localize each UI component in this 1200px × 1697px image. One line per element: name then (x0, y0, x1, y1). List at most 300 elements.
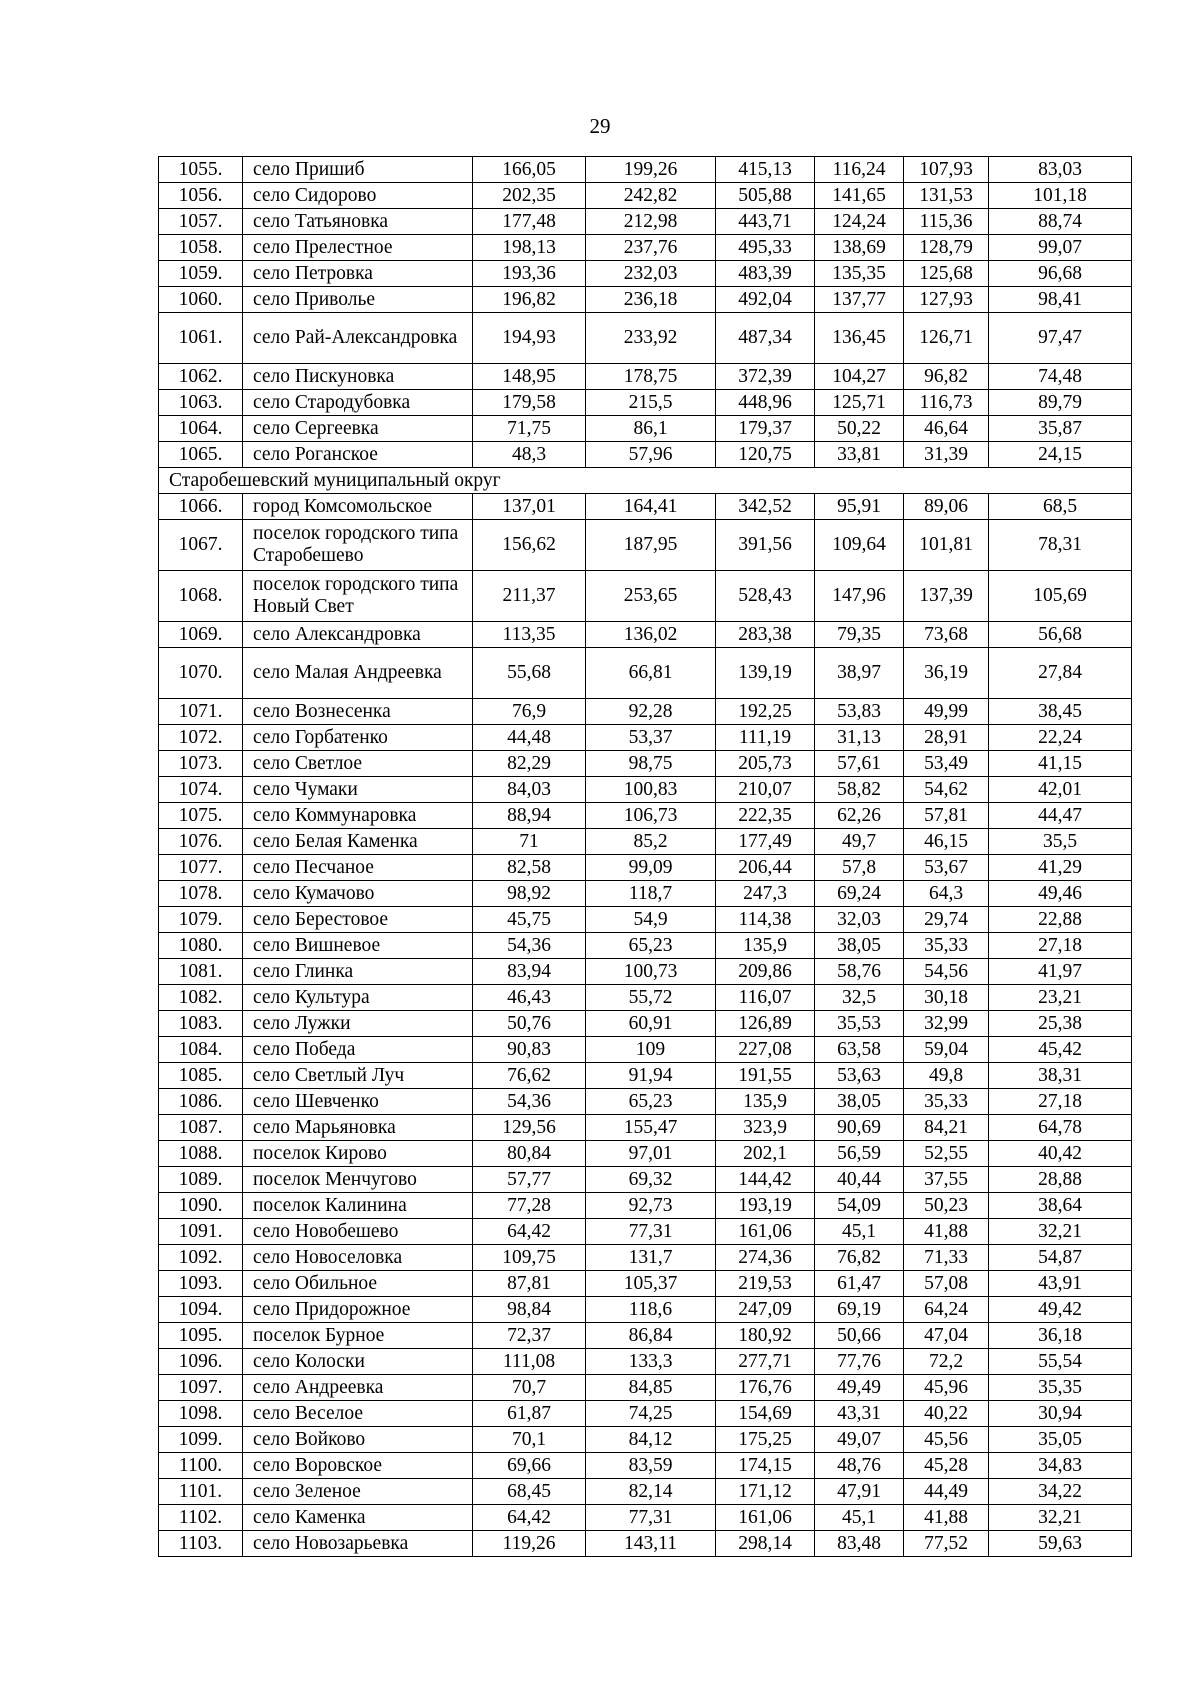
value-cell: 209,86 (716, 959, 815, 985)
value-cell: 227,08 (716, 1037, 815, 1063)
settlement-name: поселок городского типа Новый Свет (243, 571, 473, 622)
value-cell: 82,29 (473, 751, 586, 777)
settlement-name: село Вишневое (243, 933, 473, 959)
row-number: 1101. (159, 1479, 243, 1505)
value-cell: 45,56 (904, 1427, 989, 1453)
row-number: 1096. (159, 1349, 243, 1375)
row-number: 1065. (159, 442, 243, 468)
value-cell: 32,21 (989, 1219, 1132, 1245)
value-cell: 35,35 (989, 1375, 1132, 1401)
row-number: 1098. (159, 1401, 243, 1427)
settlement-name: село Войково (243, 1427, 473, 1453)
value-cell: 58,82 (815, 777, 904, 803)
value-cell: 176,76 (716, 1375, 815, 1401)
value-cell: 211,37 (473, 571, 586, 622)
value-cell: 54,09 (815, 1193, 904, 1219)
value-cell: 83,03 (989, 157, 1132, 183)
value-cell: 492,04 (716, 287, 815, 313)
value-cell: 131,7 (586, 1245, 716, 1271)
value-cell: 242,82 (586, 183, 716, 209)
value-cell: 69,66 (473, 1453, 586, 1479)
settlement-name: село Новозарьевка (243, 1531, 473, 1557)
value-cell: 77,28 (473, 1193, 586, 1219)
value-cell: 45,28 (904, 1453, 989, 1479)
row-number: 1082. (159, 985, 243, 1011)
value-cell: 137,77 (815, 287, 904, 313)
settlement-name: село Победа (243, 1037, 473, 1063)
value-cell: 92,73 (586, 1193, 716, 1219)
value-cell: 78,31 (989, 520, 1132, 571)
value-cell: 98,84 (473, 1297, 586, 1323)
settlement-name: село Марьяновка (243, 1115, 473, 1141)
table-row (159, 777, 1132, 803)
value-cell: 144,42 (716, 1167, 815, 1193)
value-cell: 41,15 (989, 751, 1132, 777)
row-number: 1086. (159, 1089, 243, 1115)
value-cell: 101,81 (904, 520, 989, 571)
value-cell: 177,48 (473, 209, 586, 235)
settlement-name: село Новоселовка (243, 1245, 473, 1271)
value-cell: 63,58 (815, 1037, 904, 1063)
row-number: 1095. (159, 1323, 243, 1349)
value-cell: 247,3 (716, 881, 815, 907)
value-cell: 38,97 (815, 648, 904, 699)
settlement-name: село Новобешево (243, 1219, 473, 1245)
settlement-name: село Сергеевка (243, 416, 473, 442)
value-cell: 84,03 (473, 777, 586, 803)
value-cell: 109,75 (473, 1245, 586, 1271)
value-cell: 100,83 (586, 777, 716, 803)
value-cell: 127,93 (904, 287, 989, 313)
value-cell: 202,35 (473, 183, 586, 209)
value-cell: 109,64 (815, 520, 904, 571)
value-cell: 56,59 (815, 1141, 904, 1167)
value-cell: 33,81 (815, 442, 904, 468)
value-cell: 34,83 (989, 1453, 1132, 1479)
value-cell: 70,7 (473, 1375, 586, 1401)
value-cell: 32,5 (815, 985, 904, 1011)
value-cell: 28,88 (989, 1167, 1132, 1193)
row-number: 1100. (159, 1453, 243, 1479)
settlement-name: село Песчаное (243, 855, 473, 881)
value-cell: 46,43 (473, 985, 586, 1011)
value-cell: 206,44 (716, 855, 815, 881)
row-number: 1089. (159, 1167, 243, 1193)
row-number: 1055. (159, 157, 243, 183)
settlement-name: село Веселое (243, 1401, 473, 1427)
value-cell: 528,43 (716, 571, 815, 622)
value-cell: 171,12 (716, 1479, 815, 1505)
value-cell: 138,69 (815, 235, 904, 261)
value-cell: 62,26 (815, 803, 904, 829)
value-cell: 71 (473, 829, 586, 855)
value-cell: 57,96 (586, 442, 716, 468)
row-number: 1094. (159, 1297, 243, 1323)
value-cell: 253,65 (586, 571, 716, 622)
value-cell: 113,35 (473, 622, 586, 648)
row-number: 1074. (159, 777, 243, 803)
value-cell: 35,33 (904, 933, 989, 959)
value-cell: 298,14 (716, 1531, 815, 1557)
value-cell: 131,53 (904, 183, 989, 209)
value-cell: 38,05 (815, 1089, 904, 1115)
table-row (159, 1531, 1132, 1557)
value-cell: 32,99 (904, 1011, 989, 1037)
value-cell: 129,56 (473, 1115, 586, 1141)
value-cell: 106,73 (586, 803, 716, 829)
value-cell: 47,04 (904, 1323, 989, 1349)
value-cell: 27,18 (989, 933, 1132, 959)
value-cell: 136,45 (815, 313, 904, 364)
value-cell: 177,49 (716, 829, 815, 855)
table-row (159, 907, 1132, 933)
value-cell: 85,2 (586, 829, 716, 855)
value-cell: 100,73 (586, 959, 716, 985)
table-row (159, 1479, 1132, 1505)
value-cell: 126,89 (716, 1011, 815, 1037)
row-number: 1070. (159, 648, 243, 699)
value-cell: 95,91 (815, 494, 904, 520)
value-cell: 237,76 (586, 235, 716, 261)
value-cell: 25,38 (989, 1011, 1132, 1037)
value-cell: 133,3 (586, 1349, 716, 1375)
value-cell: 65,23 (586, 1089, 716, 1115)
settlement-name: село Прелестное (243, 235, 473, 261)
value-cell: 215,5 (586, 390, 716, 416)
value-cell: 49,8 (904, 1063, 989, 1089)
section-row (159, 468, 1132, 494)
value-cell: 74,25 (586, 1401, 716, 1427)
value-cell: 61,87 (473, 1401, 586, 1427)
value-cell: 72,37 (473, 1323, 586, 1349)
value-cell: 125,71 (815, 390, 904, 416)
settlement-name: село Горбатенко (243, 725, 473, 751)
value-cell: 24,15 (989, 442, 1132, 468)
row-number: 1091. (159, 1219, 243, 1245)
row-number: 1088. (159, 1141, 243, 1167)
value-cell: 45,75 (473, 907, 586, 933)
value-cell: 59,04 (904, 1037, 989, 1063)
value-cell: 36,19 (904, 648, 989, 699)
value-cell: 45,1 (815, 1505, 904, 1531)
row-number: 1097. (159, 1375, 243, 1401)
table-row (159, 1349, 1132, 1375)
value-cell: 29,74 (904, 907, 989, 933)
value-cell: 74,48 (989, 364, 1132, 390)
row-number: 1102. (159, 1505, 243, 1531)
value-cell: 55,72 (586, 985, 716, 1011)
settlement-name: село Приволье (243, 287, 473, 313)
value-cell: 212,98 (586, 209, 716, 235)
row-number: 1060. (159, 287, 243, 313)
settlement-name: село Пришиб (243, 157, 473, 183)
value-cell: 98,41 (989, 287, 1132, 313)
value-cell: 135,9 (716, 933, 815, 959)
table-row (159, 209, 1132, 235)
settlement-name: село Белая Каменка (243, 829, 473, 855)
value-cell: 323,9 (716, 1115, 815, 1141)
value-cell: 99,07 (989, 235, 1132, 261)
value-cell: 141,65 (815, 183, 904, 209)
value-cell: 210,07 (716, 777, 815, 803)
value-cell: 60,91 (586, 1011, 716, 1037)
value-cell: 91,94 (586, 1063, 716, 1089)
value-cell: 232,03 (586, 261, 716, 287)
settlement-name: село Пискуновка (243, 364, 473, 390)
row-number: 1087. (159, 1115, 243, 1141)
value-cell: 128,79 (904, 235, 989, 261)
value-cell: 46,64 (904, 416, 989, 442)
table-row (159, 1505, 1132, 1531)
value-cell: 148,95 (473, 364, 586, 390)
value-cell: 40,44 (815, 1167, 904, 1193)
value-cell: 35,5 (989, 829, 1132, 855)
value-cell: 27,84 (989, 648, 1132, 699)
settlement-name: село Колоски (243, 1349, 473, 1375)
value-cell: 98,92 (473, 881, 586, 907)
value-cell: 22,24 (989, 725, 1132, 751)
row-number: 1078. (159, 881, 243, 907)
table-row (159, 416, 1132, 442)
value-cell: 23,21 (989, 985, 1132, 1011)
value-cell: 89,06 (904, 494, 989, 520)
table-row (159, 959, 1132, 985)
value-cell: 88,94 (473, 803, 586, 829)
row-number: 1099. (159, 1427, 243, 1453)
value-cell: 89,79 (989, 390, 1132, 416)
value-cell: 77,76 (815, 1349, 904, 1375)
value-cell: 179,37 (716, 416, 815, 442)
row-number: 1080. (159, 933, 243, 959)
value-cell: 35,33 (904, 1089, 989, 1115)
value-cell: 495,33 (716, 235, 815, 261)
value-cell: 118,7 (586, 881, 716, 907)
value-cell: 30,94 (989, 1401, 1132, 1427)
value-cell: 77,31 (586, 1219, 716, 1245)
settlement-name: поселок Калинина (243, 1193, 473, 1219)
value-cell: 54,36 (473, 933, 586, 959)
row-number: 1084. (159, 1037, 243, 1063)
value-cell: 52,55 (904, 1141, 989, 1167)
row-number: 1061. (159, 313, 243, 364)
table-row (159, 313, 1132, 364)
table-row (159, 390, 1132, 416)
row-number: 1075. (159, 803, 243, 829)
value-cell: 137,01 (473, 494, 586, 520)
value-cell: 96,68 (989, 261, 1132, 287)
value-cell: 46,15 (904, 829, 989, 855)
value-cell: 77,52 (904, 1531, 989, 1557)
value-cell: 247,09 (716, 1297, 815, 1323)
value-cell: 41,97 (989, 959, 1132, 985)
settlement-name: село Придорожное (243, 1297, 473, 1323)
value-cell: 219,53 (716, 1271, 815, 1297)
settlement-name: село Рай-Александровка (243, 313, 473, 364)
value-cell: 57,8 (815, 855, 904, 881)
value-cell: 104,27 (815, 364, 904, 390)
value-cell: 38,05 (815, 933, 904, 959)
table-row (159, 622, 1132, 648)
settlements-table (158, 156, 1132, 1557)
row-number: 1085. (159, 1063, 243, 1089)
settlement-name: село Берестовое (243, 907, 473, 933)
settlement-name: село Коммунаровка (243, 803, 473, 829)
table-row (159, 1193, 1132, 1219)
row-number: 1090. (159, 1193, 243, 1219)
value-cell: 193,19 (716, 1193, 815, 1219)
value-cell: 483,39 (716, 261, 815, 287)
value-cell: 50,76 (473, 1011, 586, 1037)
value-cell: 76,9 (473, 699, 586, 725)
value-cell: 72,2 (904, 1349, 989, 1375)
value-cell: 391,56 (716, 520, 815, 571)
value-cell: 166,05 (473, 157, 586, 183)
settlement-name: село Роганское (243, 442, 473, 468)
value-cell: 77,31 (586, 1505, 716, 1531)
value-cell: 49,7 (815, 829, 904, 855)
value-cell: 22,88 (989, 907, 1132, 933)
row-number: 1056. (159, 183, 243, 209)
value-cell: 107,93 (904, 157, 989, 183)
value-cell: 40,42 (989, 1141, 1132, 1167)
value-cell: 48,3 (473, 442, 586, 468)
row-number: 1064. (159, 416, 243, 442)
value-cell: 80,84 (473, 1141, 586, 1167)
value-cell: 49,99 (904, 699, 989, 725)
section-title: Старобешевский муниципальный округ (159, 468, 1132, 494)
settlement-name: село Зеленое (243, 1479, 473, 1505)
row-number: 1103. (159, 1531, 243, 1557)
settlement-name: село Культура (243, 985, 473, 1011)
value-cell: 44,47 (989, 803, 1132, 829)
settlement-name: город Комсомольское (243, 494, 473, 520)
table-row (159, 648, 1132, 699)
settlement-name: село Андреевка (243, 1375, 473, 1401)
value-cell: 118,6 (586, 1297, 716, 1323)
value-cell: 92,28 (586, 699, 716, 725)
table-row (159, 1375, 1132, 1401)
value-cell: 84,21 (904, 1115, 989, 1141)
value-cell: 59,63 (989, 1531, 1132, 1557)
value-cell: 69,24 (815, 881, 904, 907)
value-cell: 154,69 (716, 1401, 815, 1427)
value-cell: 86,1 (586, 416, 716, 442)
value-cell: 32,03 (815, 907, 904, 933)
value-cell: 155,47 (586, 1115, 716, 1141)
value-cell: 54,56 (904, 959, 989, 985)
value-cell: 53,83 (815, 699, 904, 725)
value-cell: 175,25 (716, 1427, 815, 1453)
table-row (159, 1141, 1132, 1167)
settlement-name: село Глинка (243, 959, 473, 985)
value-cell: 48,76 (815, 1453, 904, 1479)
value-cell: 50,66 (815, 1323, 904, 1349)
value-cell: 191,55 (716, 1063, 815, 1089)
value-cell: 31,13 (815, 725, 904, 751)
value-cell: 97,47 (989, 313, 1132, 364)
value-cell: 35,53 (815, 1011, 904, 1037)
settlement-name: село Шевченко (243, 1089, 473, 1115)
value-cell: 57,77 (473, 1167, 586, 1193)
value-cell: 54,87 (989, 1245, 1132, 1271)
value-cell: 35,05 (989, 1427, 1132, 1453)
value-cell: 38,64 (989, 1193, 1132, 1219)
table-row (159, 803, 1132, 829)
value-cell: 86,84 (586, 1323, 716, 1349)
value-cell: 179,58 (473, 390, 586, 416)
value-cell: 116,07 (716, 985, 815, 1011)
table-body (159, 157, 1132, 1557)
value-cell: 111,08 (473, 1349, 586, 1375)
value-cell: 70,1 (473, 1427, 586, 1453)
settlement-name: поселок Кирово (243, 1141, 473, 1167)
value-cell: 139,19 (716, 648, 815, 699)
value-cell: 58,76 (815, 959, 904, 985)
settlement-name: село Татьяновка (243, 209, 473, 235)
table-row (159, 933, 1132, 959)
value-cell: 66,81 (586, 648, 716, 699)
value-cell: 49,07 (815, 1427, 904, 1453)
value-cell: 147,96 (815, 571, 904, 622)
row-number: 1058. (159, 235, 243, 261)
value-cell: 45,96 (904, 1375, 989, 1401)
value-cell: 88,74 (989, 209, 1132, 235)
value-cell: 37,55 (904, 1167, 989, 1193)
value-cell: 79,35 (815, 622, 904, 648)
value-cell: 36,18 (989, 1323, 1132, 1349)
row-number: 1093. (159, 1271, 243, 1297)
value-cell: 143,11 (586, 1531, 716, 1557)
table-row (159, 235, 1132, 261)
value-cell: 30,18 (904, 985, 989, 1011)
row-number: 1071. (159, 699, 243, 725)
value-cell: 54,9 (586, 907, 716, 933)
settlement-name: село Воровское (243, 1453, 473, 1479)
row-number: 1077. (159, 855, 243, 881)
value-cell: 222,35 (716, 803, 815, 829)
value-cell: 57,08 (904, 1271, 989, 1297)
value-cell: 277,71 (716, 1349, 815, 1375)
table-row (159, 1089, 1132, 1115)
value-cell: 111,19 (716, 725, 815, 751)
value-cell: 41,88 (904, 1219, 989, 1245)
value-cell: 505,88 (716, 183, 815, 209)
value-cell: 57,81 (904, 803, 989, 829)
value-cell: 54,62 (904, 777, 989, 803)
value-cell: 342,52 (716, 494, 815, 520)
value-cell: 44,49 (904, 1479, 989, 1505)
table-row (159, 751, 1132, 777)
value-cell: 443,71 (716, 209, 815, 235)
value-cell: 43,91 (989, 1271, 1132, 1297)
row-number: 1079. (159, 907, 243, 933)
value-cell: 68,5 (989, 494, 1132, 520)
value-cell: 124,24 (815, 209, 904, 235)
table-row (159, 1245, 1132, 1271)
settlement-name: поселок Бурное (243, 1323, 473, 1349)
value-cell: 82,58 (473, 855, 586, 881)
value-cell: 372,39 (716, 364, 815, 390)
table-row (159, 1427, 1132, 1453)
table-row (159, 1297, 1132, 1323)
table-row (159, 1323, 1132, 1349)
value-cell: 161,06 (716, 1505, 815, 1531)
table-row (159, 261, 1132, 287)
settlement-name: село Петровка (243, 261, 473, 287)
value-cell: 192,25 (716, 699, 815, 725)
value-cell: 156,62 (473, 520, 586, 571)
value-cell: 49,49 (815, 1375, 904, 1401)
